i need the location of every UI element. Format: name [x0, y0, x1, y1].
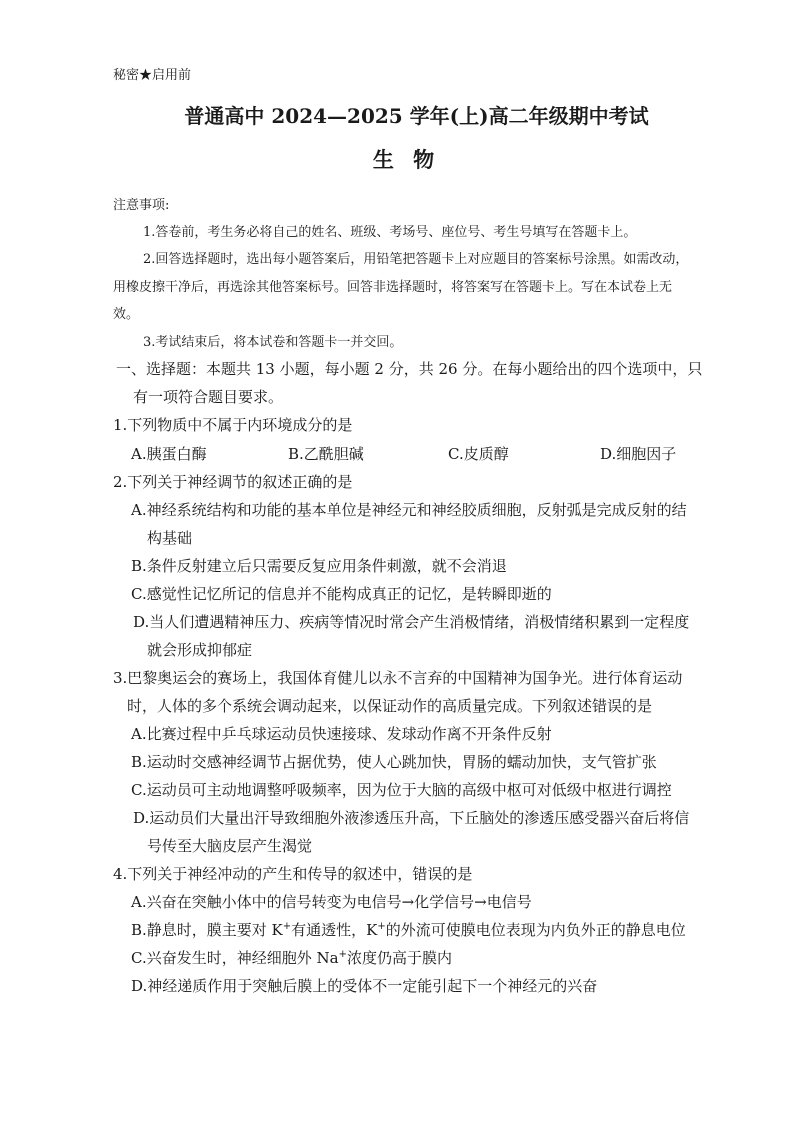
secret-mark: 秘密★启用前 [113, 68, 192, 83]
potassium-superscript-2: + [377, 921, 386, 932]
question-1-option-c: C.皮质醇 [448, 445, 509, 463]
question-3-option-c: C.运动员可主动地调整呼吸频率，因为位于大脑的高级中枢可对低级中枢进行调控 [131, 781, 672, 799]
question-1-option-d: D.细胞因子 [600, 445, 677, 463]
question-2-option-b: B.条件反射建立后只需要反复应用条件刺激，就不会消退 [131, 557, 507, 575]
question-3-stem-line-2: 时，人体的多个系统会调动起来，以保证动作的高质量完成。下列叙述错误的是 [127, 697, 653, 715]
question-3-option-a: A.比赛过程中乒乓球运动员快速接球、发球动作离不开条件反射 [131, 725, 552, 743]
note-item-1: 1.答卷前，考生务必将自己的姓名、班级、考场号、座位号、考生号填写在答题卡上。 [143, 225, 637, 240]
note-item-2-line-2: 用橡皮擦干净后，再选涂其他答案标号。回答非选择题时，将答案写在答题卡上。写在本试卷上无 [113, 280, 673, 295]
question-4-option-c-part-1: C.兴奋发生时，神经细胞外 Na [131, 949, 339, 967]
question-2-option-d-line-2: 就会形成抑郁症 [147, 641, 253, 659]
section-1-heading-line-2: 有一项符合题目要求。 [133, 388, 284, 406]
question-3-option-b: B.运动时交感神经调节占据优势，使人心跳加快，胃肠的蠕动加快，支气管扩张 [131, 753, 657, 771]
question-3-stem-line-1: 3.巴黎奥运会的赛场上，我国体育健儿以永不言弃的中国精神为国争光。进行体育运动 [113, 669, 683, 687]
question-1-option-b: B.乙酰胆碱 [288, 445, 364, 463]
exam-title: 普通高中 2024—2025 学年(上)高二年级期中考试 [184, 104, 649, 128]
sodium-superscript: + [338, 949, 347, 960]
question-4-stem: 4.下列关于神经冲动的产生和传导的叙述中，错误的是 [113, 865, 473, 883]
section-1-heading-line-1: 一、选择题：本题共 13 小题，每小题 2 分，共 26 分。在每小题给出的四个选项中，只 [116, 360, 703, 378]
question-1-stem: 1.下列物质中不属于内环境成分的是 [113, 416, 353, 434]
note-item-3: 3.考试结束后，将本试卷和答题卡一并交回。 [143, 335, 403, 350]
subject-title: 生 物 [372, 147, 441, 172]
question-4-option-a: A.兴奋在突触小体中的信号转变为电信号→化学信号→电信号 [131, 893, 532, 911]
question-2-stem: 2.下列关于神经调节的叙述正确的是 [113, 473, 353, 491]
potassium-superscript-1: + [282, 921, 292, 932]
question-4-option-b [131, 919, 686, 940]
question-2-option-a-line-1: A.神经系统结构和功能的基本单位是神经元和神经胶质细胞，反射弧是完成反射的结 [131, 501, 687, 519]
question-3-option-d-line-2: 号传至大脑皮层产生渴觉 [147, 837, 313, 855]
note-item-2-line-3: 效。 [113, 307, 140, 322]
question-2-option-a-line-2: 构基础 [147, 529, 193, 547]
question-4-option-c [131, 947, 452, 968]
note-item-2-line-1: 2.回答选择题时，选出每小题答案后，用铅笔把答题卡上对应题目的答案标号涂黑。如需改动， [143, 252, 689, 267]
question-4-option-b-part-3: 的外流可使膜电位表现为内负外正的静息电位 [385, 921, 686, 939]
question-3-option-d-line-1: D.运动员们大量出汗导致细胞外液渗透压升高，下丘脑处的渗透压感受器兴奋后将信 [133, 809, 690, 827]
question-2-option-c: C.感觉性记忆所记的信息并不能构成真正的记忆，是转瞬即逝的 [131, 585, 552, 603]
question-4-option-b-part-2: 有通透性，K [291, 921, 378, 939]
question-4-option-d: D.神经递质作用于突触后膜上的受体不一定能引起下一个神经元的兴奋 [131, 977, 598, 995]
question-4-option-c-part-2: 浓度仍高于膜内 [346, 949, 452, 967]
question-1-option-a: A.胰蛋白酶 [131, 445, 207, 463]
notes-heading: 注意事项: [113, 198, 170, 213]
question-2-option-d-line-1: D.当人们遭遇精神压力、疾病等情况时常会产生消极情绪，消极情绪积累到一定程度 [133, 613, 690, 631]
question-4-option-b-part-1: B.静息时，膜主要对 K [131, 921, 283, 939]
